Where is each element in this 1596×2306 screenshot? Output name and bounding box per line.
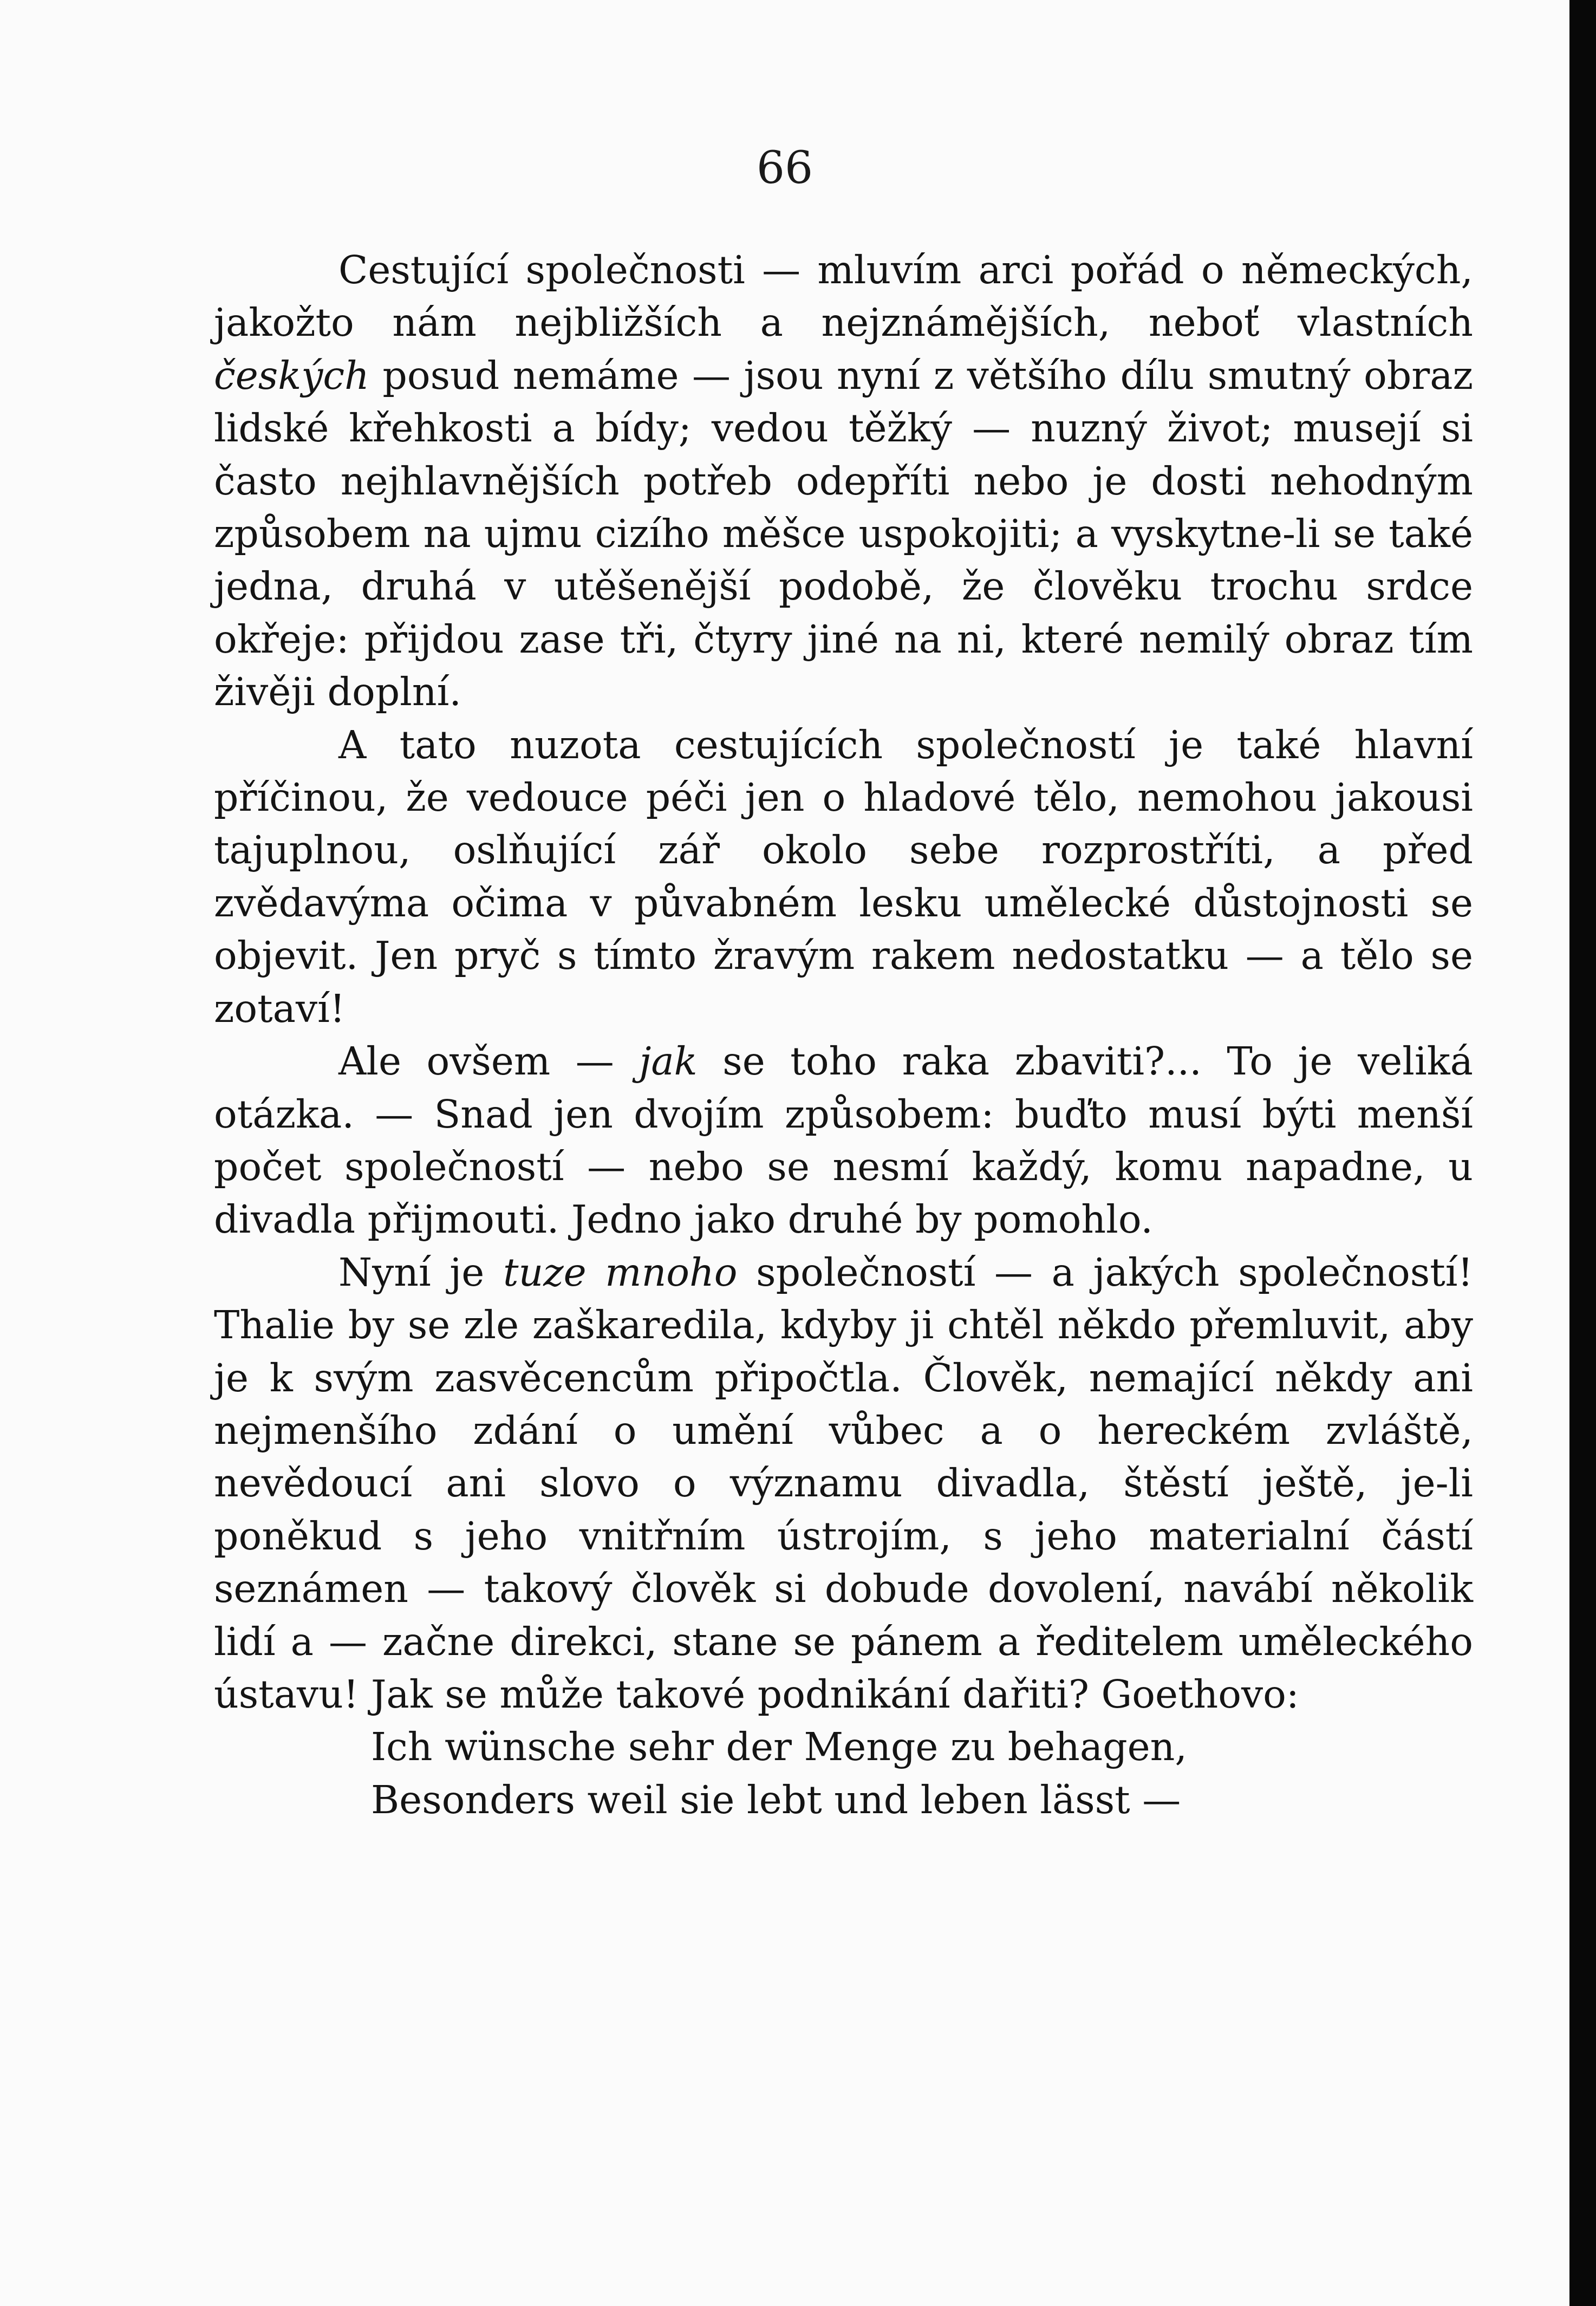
para-4-text: Nyní je xyxy=(338,1249,503,1295)
para-1-text: posud nemáme — jsou nyní z většího dílu smutný obraz lidské křehkosti a bídy; vedou těžký — nuzný život; musejí si často nejhlavnějších potřeb odepříti nebo je dosti nehodným způsobem na ujmu cizího měšce uspokojiti; a vyskytne-li se také jedna, druhá v utěšenější podobě, že člověku trochu srdce okřeje: přijdou zase tři, čtyry jiné na ni, které nemilý obraz tím živěji doplní. xyxy=(214,353,1473,715)
verse-line-1: Ich wünsche sehr der Menge zu behagen, xyxy=(371,1724,1187,1770)
paragraph-1 xyxy=(214,244,1473,719)
para-2-text: A tato nuzota cestujících společností je také hlavní příčinou, že vedouce péči jen o hladové tělo, nemohou jakousi tajuplnou, oslňující zář okolo sebe rozprostříti, a před zvědavýma očima v půvabném lesku umělecké důstojnosti se objevit. Jen pryč s tímto žravým rakem nedostatku — a tělo se zotaví! xyxy=(214,722,1473,1031)
paragraph-2 xyxy=(214,719,1473,1035)
page-number: 66 xyxy=(756,142,813,194)
verse-quote xyxy=(214,1721,1473,1826)
verse-line-2: Besonders weil sie lebt und leben lässt — xyxy=(371,1777,1181,1822)
paragraph-3 xyxy=(214,1035,1473,1246)
paragraph-4 xyxy=(214,1246,1473,1721)
body-text xyxy=(214,244,1473,1826)
para-4-text: společností — a jakých společností! Thalie by se zle zaškaredila, kdyby ji chtěl někdo přemluvit, aby je k svým zasvěcencům připočtla. Člověk, nemající někdy ani nejmenšího zdání o umění vůbec a o hereckém zvláště, nevědoucí ani slovo o významu divadla, štěstí ještě, je-li poněkud s jeho vnitřním ústrojím, s jeho materialní částí seznámen — takový člověk si dobude dovolení, navábí několik lidí a — začne direkci, stane se pánem a ředitelem uměleckého ústavu! Jak se může takové podnikání dařiti? Goethovo: xyxy=(214,1249,1473,1717)
para-3-emphasis: jak xyxy=(639,1039,698,1084)
para-3-text: se toho raka zbaviti?... To je veliká otázka. — Snad jen dvojím způsobem: buďto musí býti menší počet společností — nebo se nesmí každý, komu napadne, u divadla přijmouti. Jedno jako druhé by pomohlo. xyxy=(214,1039,1474,1242)
para-1-emphasis: českých xyxy=(214,353,369,398)
para-1-text: Cestující společnosti — mluvím arci pořád o německých, jakožto nám nejbližších a nejznámějších, neboť vlastních xyxy=(214,247,1473,346)
para-4-emphasis: tuze mnoho xyxy=(503,1249,738,1295)
para-3-text: Ale ovšem — xyxy=(338,1039,640,1084)
book-spine-edge xyxy=(1569,0,1596,2306)
